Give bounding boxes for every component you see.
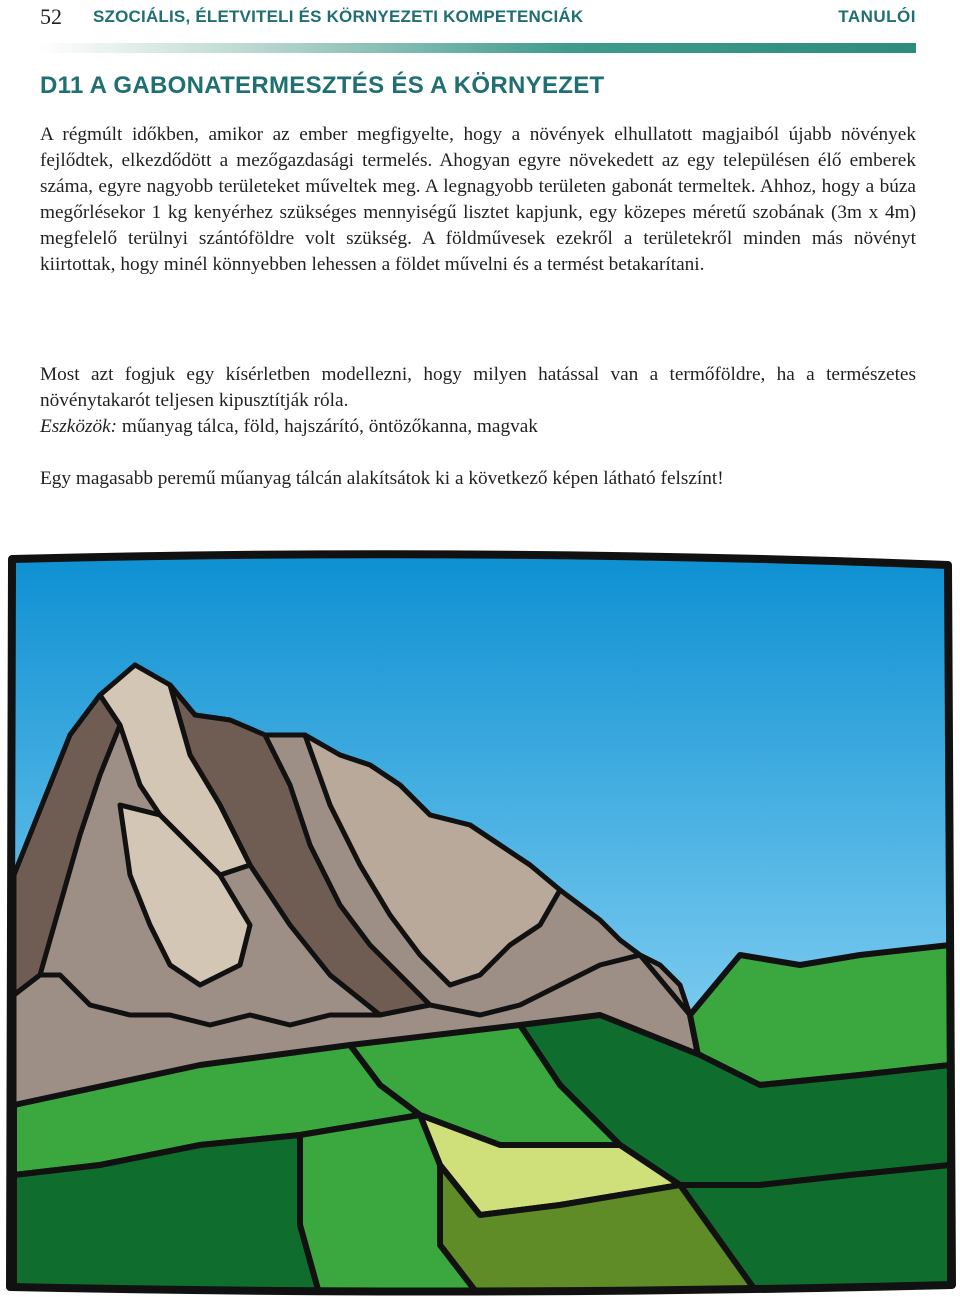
page-number: 52 — [40, 4, 62, 29]
experiment-paragraph: Most azt fogjuk egy kísérletben modellezni, hogy milyen hatással van a termőföldre, ha a természetes növénytakarót teljesen kipusztítják róla. — [40, 364, 916, 411]
running-title: SZOCIÁLIS, ÉLETVITELI ÉS KÖRNYEZETI KOMPETENCIÁK — [93, 7, 584, 26]
intro-paragraph: A régmúlt időkben, amikor az ember megfigyelte, hogy a növények elhullatott magjaiból újabb növények fejlődtek, elkezdődött a mezőgazdasági termelés. Ahogyan egyre növekedett az egy településen élő emberek száma, egyre nagyobb területeket műveltek meg. A legnagyobb területen gabonát termeltek. Ahhoz, hogy a búza megőrlésekor 1 kg kenyérhez szükséges mennyiségű lisztet kapjunk, egy közepes méretű szobának (3m x 4m) megfelelő terülnyi szántóföldre volt szükség. A földművesek ezekről a területekről minden más növényt kiirtottak, hogy minél könnyebben lehessen a földet művelni és a termést betakarítani. — [40, 124, 916, 275]
page-header — [40, 0, 916, 34]
section-title: D11 A GABONATERMESZTÉS ÉS A KÖRNYEZET — [40, 72, 605, 99]
landscape-illustration — [0, 545, 960, 1297]
tools-list: műanyag tálca, föld, hajszárító, öntözőkanna, magvak — [117, 416, 538, 437]
header-rule — [40, 43, 916, 53]
audience-label: TANULÓI — [838, 7, 916, 26]
tools-line — [40, 414, 916, 440]
field-right-top — [690, 945, 950, 1085]
instruction-paragraph: Egy magasabb peremű műanyag tálcán alakítsátok ki a következő képen látható felszínt! — [40, 468, 724, 489]
tools-label: Eszközök: — [40, 416, 118, 437]
